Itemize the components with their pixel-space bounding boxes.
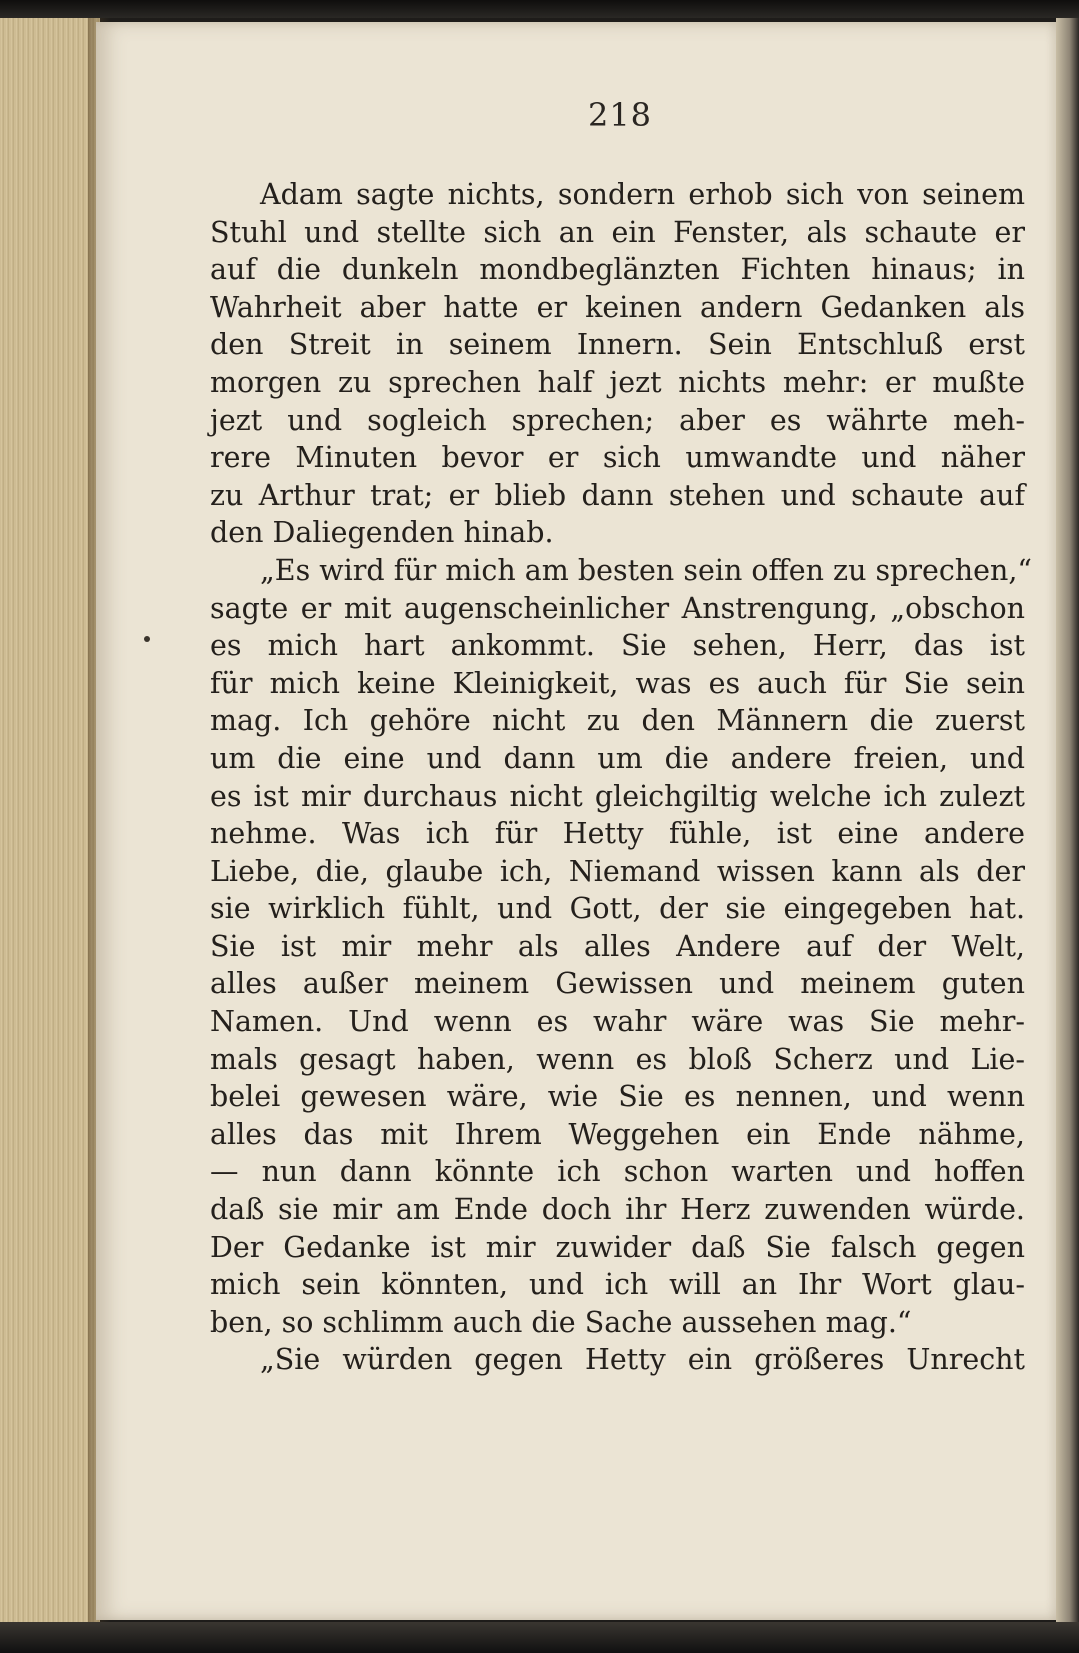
text-line: Stuhl und stellte sich an ein Fenster, als schaute er [210, 215, 1025, 249]
text-line: Namen. Und wenn es wahr wäre was Sie mehr- [210, 1005, 1025, 1039]
body-text [210, 176, 1033, 1379]
page-number: 218 [587, 96, 653, 134]
text-line: alles außer meinem Gewissen und meinem guten [210, 967, 1025, 1001]
text-line: „Sie würden gegen Hetty ein größeres Unrecht [260, 1343, 1025, 1377]
text-line: den Streit in seinem Innern. Sein Entschluß erst [210, 328, 1025, 362]
text-line: auf die dunkeln mondbeglänzten Fichten hinaus; in [210, 253, 1025, 287]
text-line: nehme. Was ich für Hetty fühle, ist eine andere [210, 817, 1025, 851]
text-line: alles das mit Ihrem Weggehen ein Ende nähme, [210, 1117, 1025, 1151]
text-line: mals gesagt haben, wenn es bloß Scherz und Lie- [210, 1042, 1025, 1076]
stacked-page-edges [0, 18, 100, 1622]
text-line: morgen zu sprechen half jezt nichts mehr: er mußte [210, 365, 1025, 399]
text-line: für mich keine Kleinigkeit, was es auch für Sie sein [210, 666, 1025, 700]
text-line: den Daliegenden hinab. [210, 516, 554, 550]
text-line: mag. Ich gehöre nicht zu den Männern die zuerst [210, 704, 1025, 738]
text-line: daß sie mir am Ende doch ihr Herz zuwenden würde. [210, 1193, 1025, 1227]
scan-top-border [0, 0, 1079, 18]
text-line: Wahrheit aber hatte er keinen andern Gedanken als [210, 290, 1025, 324]
text-line: rere Minuten bevor er sich umwandte und näher [210, 441, 1025, 475]
text-line: sagte er mit augenscheinlicher Anstrengung, „obschon [210, 591, 1025, 625]
text-line: um die eine und dann um die andere freien, und [210, 741, 1025, 775]
text-line: mich sein könnten, und ich will an Ihr Wort glau- [210, 1268, 1025, 1302]
text-line: sie wirklich fühlt, und Gott, der sie eingegeben hat. [210, 892, 1025, 926]
text-line: Liebe, die, glaube ich, Niemand wissen kann als der [210, 854, 1025, 888]
text-line: Sie ist mir mehr als alles Andere auf der Welt, [210, 929, 1025, 963]
text-line: zu Arthur trat; er blieb dann stehen und schaute auf [210, 478, 1025, 512]
text-line: Der Gedanke ist mir zuwider daß Sie falsch gegen [210, 1230, 1025, 1264]
ink-speck [144, 636, 150, 642]
scan-bottom-border [0, 1622, 1079, 1653]
text-line: belei gewesen wäre, wie Sie es nennen, und wenn [210, 1080, 1025, 1114]
text-line: es mich hart ankommt. Sie sehen, Herr, das ist [210, 629, 1025, 663]
text-line: ben, so schlimm auch die Sache aussehen mag.“ [210, 1305, 912, 1339]
text-line: es ist mir durchaus nicht gleichgiltig welche ich zulezt [210, 779, 1025, 813]
text-line: Adam sagte nichts, sondern erhob sich von seinem [260, 178, 1025, 211]
text-line: „Es wird für mich am besten sein offen zu sprechen,“ [260, 553, 1033, 587]
text-line: — nun dann könnte ich schon warten und hoffen [210, 1155, 1025, 1189]
page-right-edge [1056, 18, 1079, 1622]
text-line: jezt und sogleich sprechen; aber es währte meh- [210, 403, 1025, 437]
